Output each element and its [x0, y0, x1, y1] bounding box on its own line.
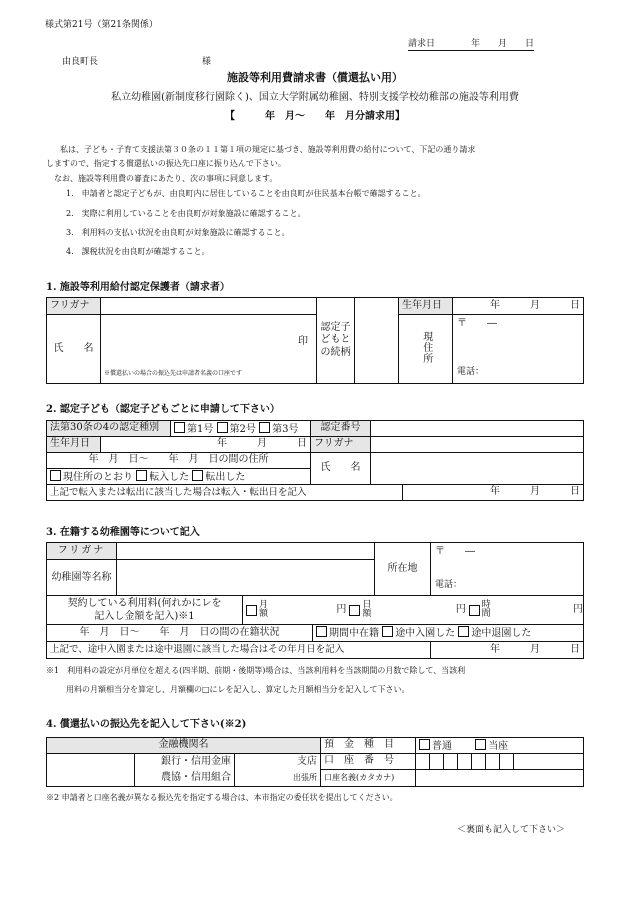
bank-type-1: 銀行・信用金庫 [135, 754, 235, 770]
kinder-location-label: 所在地 [375, 543, 431, 596]
checkbox[interactable] [349, 605, 360, 616]
move-date-field[interactable]: 年 月 日 [403, 485, 584, 501]
consent-item: 1. 申請者と認定子どもが、由良町内に居住していることを由良町が住民基本台帳で確認すること。 [66, 189, 426, 198]
consent-item: 2. 実際に利用していることを由良町が対象施設に確認すること。 [66, 209, 306, 218]
fee-note-2: 用料の月額相当分を算定し、月額欄の□にレを記入し、算定した月額相当分を記入して下さい。 [66, 685, 410, 694]
child-birth-label: 生年月日 [47, 437, 101, 453]
phone-label: 電話： [435, 579, 463, 590]
child-address-options: 現住所のとおり 転入した 転出した [47, 469, 311, 485]
section2-heading: 2. 認定子ども（認定子どもごとに申請して下さい） [46, 404, 280, 415]
intro-line-1: 私は、子ども・子育て支援法第３０条の１１第１項の規定に基づき、施設等利用費の給付について、下記の通り請求 [60, 145, 476, 154]
child-furigana-field[interactable] [371, 437, 584, 453]
fee-daily-yen: 円 [455, 603, 466, 615]
office-label: 出張所 [235, 770, 321, 787]
checkbox[interactable] [136, 470, 147, 481]
form-number: 様式第21号（第21条関係） [45, 20, 158, 30]
account-digit[interactable] [458, 754, 472, 770]
kinder-name-field[interactable] [117, 560, 375, 596]
account-name-label: 口座名義(カタカナ) [321, 770, 416, 787]
checkbox[interactable] [246, 605, 257, 616]
account-name-field[interactable] [416, 770, 584, 787]
guardian-name-field[interactable] [101, 315, 317, 384]
address-label: 現住所 [399, 315, 453, 384]
guardian-birth-label: 生年月日 [399, 298, 453, 315]
account-digit[interactable] [430, 754, 444, 770]
child-address-period: 年 月 日～ 年 月 日の間の住所 [47, 453, 311, 469]
checkbox[interactable] [382, 626, 393, 637]
account-digit[interactable] [444, 754, 458, 770]
certification-type-options: 第1号 第2号 第3号 [171, 421, 311, 437]
child-name-label: 氏 名 [311, 453, 371, 485]
page-title: 施設等利用費請求書（償還払い用） [227, 71, 403, 84]
branch-label: 支店 [235, 754, 321, 770]
fee-label: 契約している利用料(何れかにレを 記入し金額を記入)※1 [47, 596, 243, 625]
checkbox[interactable] [174, 422, 185, 433]
account-digit[interactable] [416, 754, 430, 770]
child-table [46, 420, 584, 501]
account-digit[interactable] [500, 754, 514, 770]
checkbox[interactable] [475, 739, 486, 750]
fee-monthly-yen: 円 [336, 603, 347, 615]
section4-heading: 4. 償還払いの振込先を記入して下さい(※2) [46, 719, 247, 730]
request-date: 請求日 年 月 日 [408, 39, 535, 49]
kinder-location-field[interactable] [431, 543, 584, 596]
kinder-furigana-label: フリガナ [47, 543, 117, 560]
bank-account-note: ※償還払いの場合の振込先は申請者名義の口座です [104, 369, 243, 377]
request-period: 【 年 月～ 年 月分請求用】 [225, 111, 405, 122]
account-digit[interactable] [486, 754, 500, 770]
section1-heading: 1. 施設等利用給付認定保護者（請求者） [46, 282, 230, 293]
child-furigana-label: フリガナ [311, 437, 371, 453]
account-number-label: 口 座 番 号 [321, 754, 416, 770]
fee-options [243, 596, 584, 625]
fee-daily-label: 日額 [362, 600, 372, 619]
account-digit-spare[interactable] [514, 754, 584, 770]
midway-date-field[interactable]: 年 月 日 [431, 642, 584, 659]
honorific: 様 [202, 57, 212, 67]
guardian-furigana-label: フリガナ [47, 298, 101, 315]
proxy-note: ※2 申請者と口座名義が異なる振込先を指定する場合は、本市指定の委任状を提出してください。 [46, 793, 398, 802]
account-digit[interactable] [472, 754, 486, 770]
checkbox[interactable] [259, 422, 270, 433]
checkbox[interactable] [50, 470, 61, 481]
midway-date-note: 上記で、途中入園または途中退園に該当した場合はその年月日を記入 [47, 642, 431, 659]
postal-code: 〒 ― [457, 318, 497, 329]
intro-line-3: なお、施設等利用費の審査にあたり、次の事項に同意します。 [54, 174, 278, 183]
child-birth-field[interactable]: 年 月 日 [101, 437, 311, 453]
enrollment-options: 期間中在籍 途中入園した 途中退園した [313, 625, 584, 642]
bank-name-field[interactable] [47, 754, 135, 787]
checkbox[interactable] [458, 626, 469, 637]
consent-item: 3. 利用料の支払い状況を由良町が対象施設に確認すること。 [66, 228, 290, 237]
fee-note-1: ※1 利用料の設定が月単位を超える(四半期、前期・後期等)場合は、当該利用料を当該期間の月数で除して、当該利 [46, 666, 466, 675]
guardian-address-field[interactable] [453, 315, 584, 384]
deposit-type-options: 普通 当座 [416, 738, 584, 754]
fee-hourly-label: 時間 [481, 600, 491, 619]
postal-code: 〒 ― [435, 546, 476, 557]
addressee: 由良町長 [62, 57, 99, 67]
relation-field[interactable] [355, 298, 399, 384]
guardian-birth-field[interactable]: 年 月 日 [453, 298, 584, 315]
fee-monthly-label: 月額 [258, 600, 268, 619]
deposit-type-label: 預 金 種 目 [321, 738, 416, 754]
guardian-name-label: 氏 名 [47, 315, 101, 384]
checkbox[interactable] [316, 626, 327, 637]
bank-name-header: 金融機関名 [47, 738, 321, 754]
intro-line-2: しますので、指定する償還払いの振込先口座に振り込んで下さい。 [46, 159, 286, 168]
relation-label: 認定子どもとの続柄 [317, 298, 355, 384]
kinder-name-label: 幼稚園等名称 [47, 560, 117, 596]
move-date-note: 上記で転入または転出に該当した場合は転入・転出日を記入 [47, 485, 403, 501]
child-name-field[interactable] [371, 453, 584, 485]
section3-heading: 3. 在籍する幼稚園等について記入 [46, 527, 200, 538]
kindergarten-table [46, 542, 584, 659]
checkbox[interactable] [419, 739, 430, 750]
checkbox[interactable] [192, 470, 203, 481]
seal-mark: 印 [298, 336, 308, 347]
reverse-side-note: ＜裏面も記入して下さい＞ [457, 825, 566, 835]
enrollment-period: 年 月 日～ 年 月 日の間の在籍状況 [47, 625, 313, 642]
certification-number-field[interactable] [371, 421, 584, 437]
consent-item: 4. 課税状況を由良町が確認すること。 [66, 247, 210, 256]
kinder-furigana-field[interactable] [117, 543, 375, 560]
guardian-furigana-field[interactable] [101, 298, 317, 315]
guardian-table [46, 297, 584, 384]
page-subtitle: 私立幼稚園(新制度移行園除く)、国立大学附属幼稚園、特別支援学校幼稚部の施設等利用費 [111, 92, 519, 103]
certification-number-label: 認定番号 [311, 421, 371, 437]
phone-label: 電話： [457, 366, 485, 377]
checkbox[interactable] [469, 605, 480, 616]
checkbox[interactable] [217, 422, 228, 433]
bank-table [46, 737, 584, 787]
certification-type-label: 法第30条の4の認定種別 [47, 421, 171, 437]
bank-type-2: 農協・信用組合 [135, 770, 235, 787]
fee-hourly-yen: 円 [572, 603, 583, 615]
